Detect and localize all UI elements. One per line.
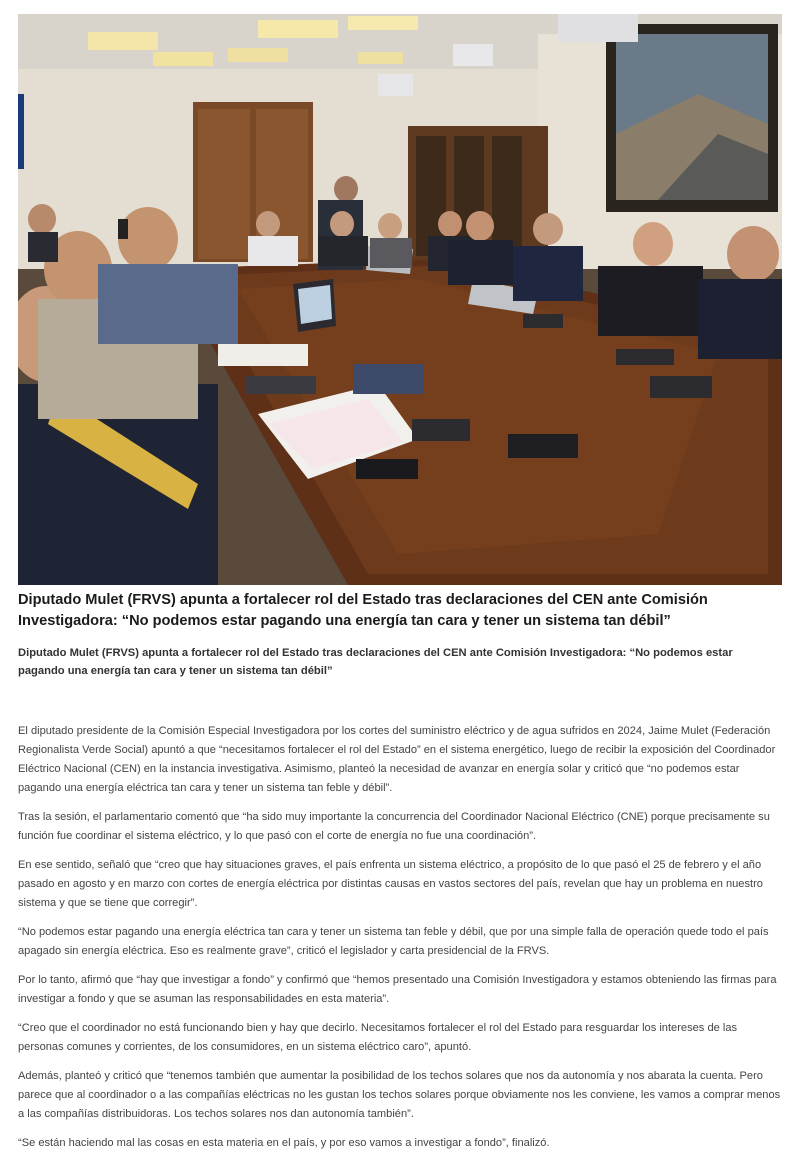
article-paragraph: Tras la sesión, el parlamentario comentó que “ha sido muy importante la concurrencia del Coordinador Nacional Eléctrico (CNE) porque precisamente su función fue coordinar el sistema eléctrico, y lo que pasó con el corte de energía no fue una coordinación”. — [18, 811, 770, 842]
article-body — [18, 722, 784, 1163]
article-paragraph: Por lo tanto, afirmó que “hay que investigar a fondo” y confirmó que “hemos presentado una Comisión Investigadora y estamos obteniendo las firmas para investigar a fondo y que se asuman las responsabilidades en esta materia”. — [18, 974, 777, 1005]
article-paragraph: El diputado presidente de la Comisión Especial Investigadora por los cortes del suministro eléctrico y de agua sufridos en 2024, Jaime Mulet (Federación Regionalista Verde Social) apuntó a que “necesitamos fortalecer el rol del Estado” en el sistema energético, luego de recibir la exposición del Coordinador Eléctrico Nacional (CEN) en la instancia investigativa. Asimismo, planteó la necesidad de avanzar en energía solar y criticó que “no podemos estar pagando una energía eléctrica tan cara y tener un sistema tan feble y débil”. — [18, 725, 776, 794]
article-headline: Diputado Mulet (FRVS) apunta a fortalecer rol del Estado tras declaraciones del CEN ante Comisión Investigadora: “No podemos estar pagando una energía tan cara y tener un sistema tan débil” — [18, 592, 708, 629]
article-paragraph: En ese sentido, señaló que “creo que hay situaciones graves, el país enfrenta un sistema eléctrico, a propósito de lo que pasó el 25 de febrero y el año pasado en agosto y en marzo con cortes de energía eléctrica por distintas causas en vastos sectores del país, revelan que hay un problema en nuestro sistema y que se tiene que corregir”. — [18, 859, 763, 909]
article-paragraph: “Creo que el coordinador no está funcionando bien y hay que decirlo. Necesitamos fortalecer el rol del Estado para resguardar los intereses de las personas comunes y corrientes, de los consumidores, en un sistema eléctrico caro”, apuntó. — [18, 1022, 738, 1053]
article-photo — [18, 14, 782, 585]
article-paragraph: Además, planteó y criticó que “tenemos también que aumentar la posibilidad de los techos solares que nos da autonomía y nos abarata la cuenta. Pero parece que al coordinador o a las compañías eléctricas no les gustan los techos solares porque obviamente nos les conviene, les vamos a comprar menos a las compañías distribuidoras. Los techos solares nos dan autonomía también”. — [18, 1070, 781, 1120]
article-paragraph: “Se están haciendo mal las cosas en esta materia en el país, y por eso vamos a investigar a fondo”, finalizó. — [18, 1137, 550, 1149]
meeting-room-photo — [18, 14, 782, 585]
photo-caption: Diputado Mulet (FRVS) apunta a fortalecer rol del Estado tras declaraciones del CEN ante Comisión Investigadora: “No podemos estar pagando una energía tan cara y tener un sistema tan débil” — [18, 647, 733, 677]
article-paragraph: “No podemos estar pagando una energía eléctrica tan cara y tener un sistema tan feble y débil, que por una simple falla de operación quede todo el país apagado sin energía eléctrica. Eso es realmente grave”, criticó el legislador y carta presidencial de la FRVS. — [18, 926, 769, 957]
